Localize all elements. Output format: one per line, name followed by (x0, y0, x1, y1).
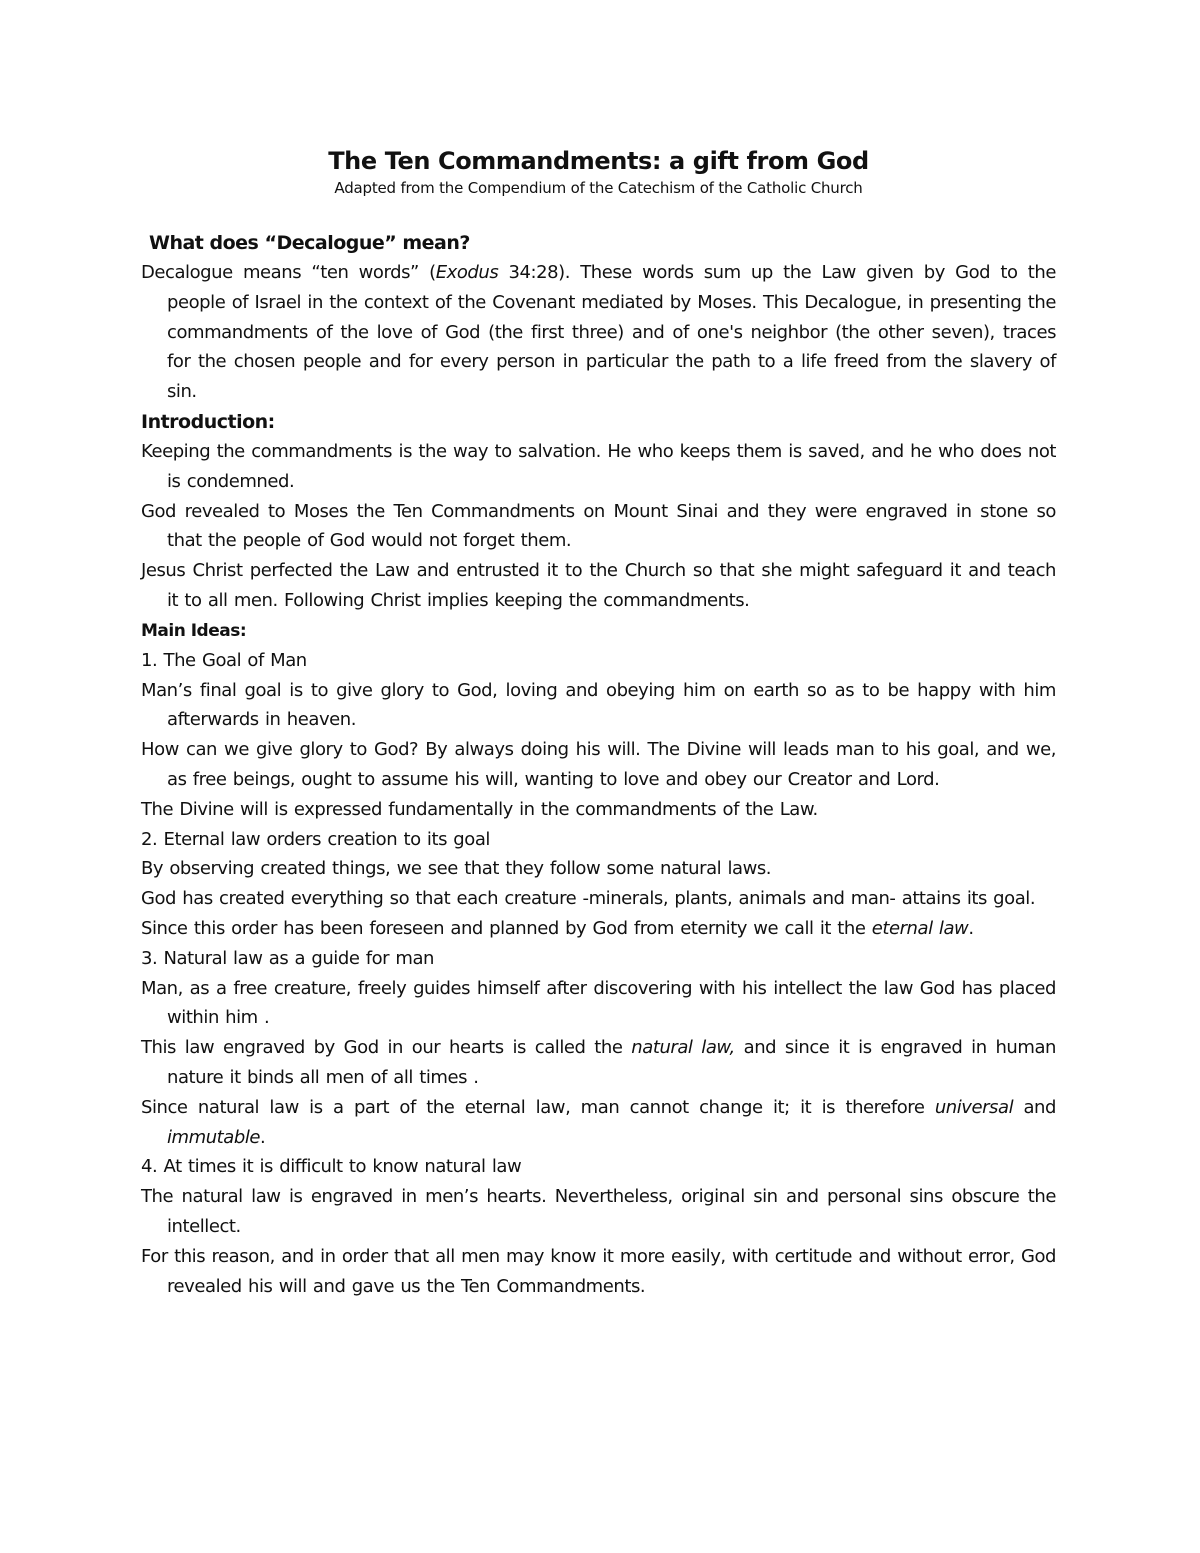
section-2-title: 2. Eternal law orders creation to its goal (141, 828, 490, 850)
section-1-paragraph: Man’s final goal is to give glory to God, loving and obeying him on earth so as to be happy with him afterwards in heaven. (141, 679, 1056, 731)
document-title: The Ten Commandments: a gift from God (328, 147, 869, 175)
section-3-title: 3. Natural law as a guide for man (141, 947, 435, 969)
intro-paragraph: Jesus Christ perfected the Law and entrusted it to the Church so that she might safeguard it and teach it to all men. Following Christ implies keeping the commandments. (141, 560, 1056, 611)
exodus-reference: Exodus (435, 262, 499, 283)
section-4-paragraph: For this reason, and in order that all men may know it more easily, with certitude and without error, God revealed his will and gave us the Ten Commandments. (141, 1245, 1056, 1297)
document-subtitle: Adapted from the Compendium of the Catechism of the Catholic Church (334, 179, 863, 197)
section-2-paragraph: Since this order has been foreseen and planned by God from eternity we call it the eternal law. (141, 917, 974, 939)
intro-paragraph: God revealed to Moses the Ten Commandments on Mount Sinai and they were engraved in stone so that the people of God would not forget them. (141, 500, 1056, 552)
universal-term: universal (934, 1096, 1014, 1118)
section-2-paragraph: God has created everything so that each creature -minerals, plants, animals and man- attains its goal. (141, 888, 1036, 910)
section-1-title: 1. The Goal of Man (141, 649, 307, 671)
section-3-paragraph: This law engraved by God in our hearts is called the natural law, and since it is engraved in human nature it binds all men of all times . (141, 1037, 1056, 1088)
intro-paragraph: Keeping the commandments is the way to salvation. He who keeps them is saved, and he who does not is condemned. (141, 440, 1056, 492)
introduction-heading: Introduction: (141, 410, 275, 433)
natural-law-term: natural law, (631, 1037, 735, 1059)
section-1-paragraph: How can we give glory to God? By always doing his will. The Divine will leads man to his goal, and we, as free beings, ought to assume his will, wanting to love and obey our Creator and Lord. (141, 739, 1056, 790)
eternal-law-term: eternal law (871, 917, 969, 939)
decalogue-paragraph: Decalogue means “ten words” (Exodus 34:28). These words sum up the Law given by God to the people of Israel in the context of the Covenant mediated by Moses. This Decalogue, in presenting the commandments of the love of God (the first three) and of one's neighbor (the other seven), traces for the chosen people and for every person in particular the path to a life freed from the slavery of sin. (141, 262, 1056, 403)
section-3-paragraph: Man, as a free creature, freely guides himself after discovering with his intellect the law God has placed within him . (141, 977, 1056, 1029)
main-ideas-heading: Main Ideas: (141, 620, 247, 641)
decalogue-heading: What does “Decalogue” mean? (149, 232, 470, 254)
section-1-paragraph: The Divine will is expressed fundamentally in the commandments of the Law. (141, 798, 818, 820)
immutable-term: immutable (167, 1126, 261, 1148)
section-4-paragraph: The natural law is engraved in men’s hearts. Nevertheless, original sin and personal sins obscure the intellect. (141, 1186, 1056, 1237)
section-3-paragraph: Since natural law is a part of the eternal law, man cannot change it; it is therefore universal and immutable. (141, 1096, 1056, 1148)
section-4-title: 4. At times it is difficult to know natural law (141, 1156, 522, 1178)
section-2-paragraph: By observing created things, we see that they follow some natural laws. (141, 858, 772, 880)
